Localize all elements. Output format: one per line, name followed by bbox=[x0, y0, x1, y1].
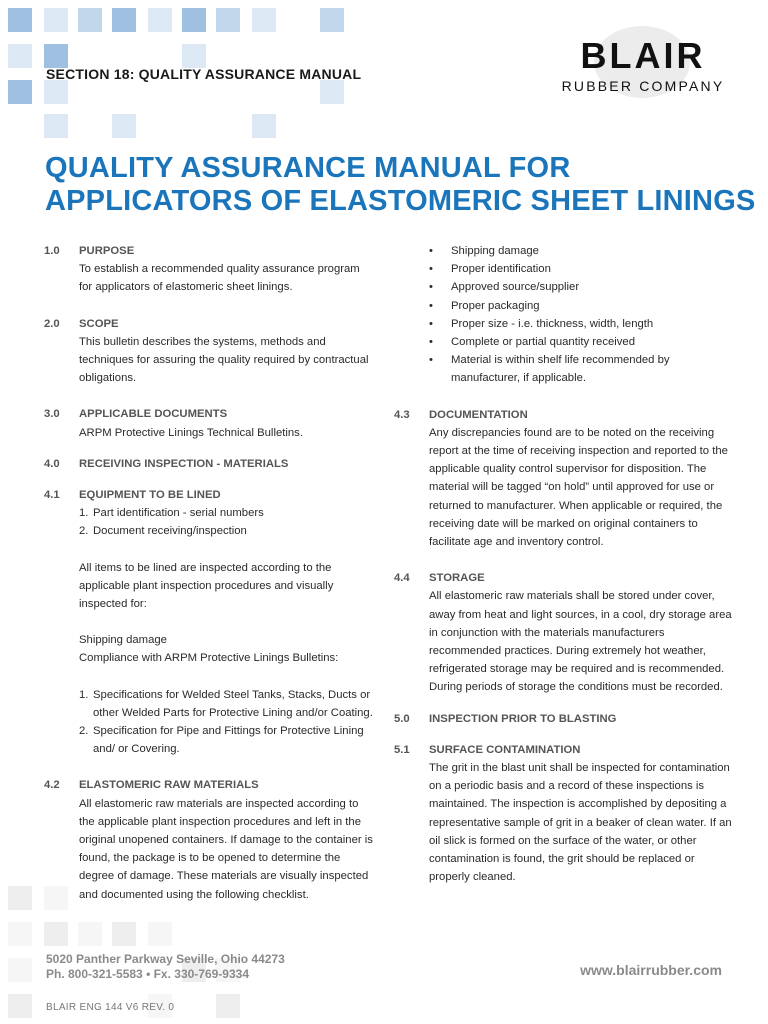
section-storage bbox=[394, 569, 734, 696]
section-number: 1.0 bbox=[44, 245, 60, 257]
section-number: 4.3 bbox=[394, 408, 410, 421]
section-surface-contamination bbox=[394, 741, 734, 887]
list-item-text: Specifications for Welded Steel Tanks, Stacks, Ducts or other Welded Parts for Protective Lining and/or Coating. bbox=[93, 688, 373, 719]
section-equipment-to-be-lined bbox=[44, 486, 374, 758]
right-column bbox=[394, 242, 734, 887]
list-item: • Shipping damage bbox=[429, 242, 734, 260]
section-heading: DOCUMENTATION bbox=[429, 408, 528, 421]
list-marker: 1. bbox=[79, 688, 89, 701]
section-text: The grit in the blast unit shall be inspected for contamination on a periodic basis and a record of these inspections is maintained. The inspection is accomplished by depositing a representative sample of grit in a beaker of clean water. If an oil slick is formed on the surface of the water, or other contamination is found, the grit should be replaced or properly cleaned. bbox=[429, 762, 732, 884]
section-text: All elastomeric raw materials are inspected according to the applicable plant inspection procedures and left in the original unopened containers. If damage to the container is found, the package is to be opened to determine the degree of damage. These materials are visually inspected and documented using the following checklist. bbox=[79, 797, 373, 901]
section-number: 4.0 bbox=[44, 457, 60, 470]
footer-website: www.blairrubber.com bbox=[580, 962, 722, 978]
bullet-list bbox=[429, 242, 734, 388]
section-receiving-inspection bbox=[44, 455, 374, 473]
section-applicable-documents bbox=[44, 405, 374, 441]
section-heading: RECEIVING INSPECTION - MATERIALS bbox=[79, 457, 289, 470]
list-marker: 2. bbox=[79, 725, 89, 738]
list-marker: 1. bbox=[79, 507, 89, 520]
section-heading: EQUIPMENT TO BE LINED bbox=[79, 489, 221, 502]
list-item: • Approved source/supplier bbox=[429, 278, 734, 296]
section-text: All elastomeric raw materials shall be stored under cover, away from heat and light sources, in a cool, dry storage area in conjunction with the materials manufacturers recommended practices. During extremely hot weather, refrigerated storage may be required and is recommended. During periods of storage the conditions must be recorded. bbox=[429, 590, 732, 694]
paragraph-line: Shipping damage bbox=[79, 634, 167, 647]
numbered-list bbox=[79, 686, 374, 759]
section-number: 4.4 bbox=[394, 572, 410, 585]
title-line-2: APPLICATORS OF ELASTOMERIC SHEET LININGS bbox=[45, 185, 756, 217]
section-number: 4.1 bbox=[44, 489, 60, 502]
list-item bbox=[79, 522, 374, 540]
section-title: SECTION 18: QUALITY ASSURANCE MANUAL bbox=[46, 66, 362, 82]
list-marker: 2. bbox=[79, 525, 89, 538]
section-number: 3.0 bbox=[44, 408, 60, 421]
section-number: 5.1 bbox=[394, 743, 410, 756]
section-text: This bulletin describes the systems, methods and techniques for assuring the quality required by contractual obligations. bbox=[79, 335, 369, 385]
section-inspection-prior-to-blasting bbox=[394, 710, 734, 728]
section-text: To establish a recommended quality assurance program for applicators of elastomeric sheet linings. bbox=[79, 263, 360, 294]
blair-logo bbox=[548, 26, 738, 98]
section-number: 2.0 bbox=[44, 317, 60, 330]
checklist-block bbox=[394, 242, 734, 388]
list-item: • Complete or partial quantity received bbox=[429, 333, 734, 351]
list-item: • Material is within shelf life recommended by manufacturer, if applicable. bbox=[429, 351, 734, 387]
numbered-list bbox=[79, 504, 374, 540]
document-code: BLAIR ENG 144 V6 REV. 0 bbox=[46, 1002, 175, 1013]
section-text: ARPM Protective Linings Technical Bulletins. bbox=[79, 426, 303, 439]
list-item: • Proper identification bbox=[429, 260, 734, 278]
logo-tagline: RUBBER COMPANY bbox=[561, 78, 725, 94]
section-heading: INSPECTION PRIOR TO BLASTING bbox=[429, 712, 617, 725]
list-item bbox=[79, 686, 374, 722]
section-number: 4.2 bbox=[44, 779, 60, 792]
footer-address-line: 5020 Panther Parkway Seville, Ohio 44273 bbox=[46, 952, 285, 966]
section-documentation bbox=[394, 406, 734, 552]
section-heading: SCOPE bbox=[79, 317, 119, 330]
document-title bbox=[45, 152, 756, 218]
section-number: 5.0 bbox=[394, 712, 410, 725]
footer-phone-line: Ph. 800-321-5583 • Fx. 330-769-9334 bbox=[46, 967, 250, 981]
list-item bbox=[79, 504, 374, 522]
logo-brand: BLAIR bbox=[580, 35, 706, 76]
title-line-1: QUALITY ASSURANCE MANUAL FOR bbox=[45, 152, 571, 184]
section-purpose bbox=[44, 242, 374, 297]
section-scope bbox=[44, 315, 374, 388]
section-heading: SURFACE CONTAMINATION bbox=[429, 743, 581, 756]
section-heading: ELASTOMERIC RAW MATERIALS bbox=[79, 779, 259, 792]
section-heading: STORAGE bbox=[429, 572, 485, 585]
list-item-text: Specification for Pipe and Fittings for Protective Lining and/ or Covering. bbox=[93, 725, 364, 756]
list-item: • Proper size - i.e. thickness, width, length bbox=[429, 315, 734, 333]
paragraph: All items to be lined are inspected according to the applicable plant inspection procedures and visually inspected for: bbox=[79, 561, 334, 611]
list-item bbox=[79, 722, 374, 758]
list-item-text: Document receiving/inspection bbox=[93, 525, 247, 538]
section-elastomeric-raw-materials bbox=[44, 776, 374, 903]
section-heading: APPLICABLE DOCUMENTS bbox=[79, 408, 228, 421]
footer-contact bbox=[46, 952, 285, 982]
list-item: • Proper packaging bbox=[429, 297, 734, 315]
paragraph-line: Compliance with ARPM Protective Linings Bulletins: bbox=[79, 652, 339, 665]
list-item-text: Part identification - serial numbers bbox=[93, 507, 264, 520]
left-column bbox=[44, 242, 374, 904]
section-text: Any discrepancies found are to be noted on the receiving report at the time of receiving inspection and reported to the applicable quality control supervisor for disposition. The material will be tagged “on hold” until approved for use or returned to manufacturer. When applicable or required, the receiving date will be marked on original containers to facilitate age and inventory control. bbox=[429, 426, 728, 549]
section-heading: PURPOSE bbox=[79, 245, 135, 257]
